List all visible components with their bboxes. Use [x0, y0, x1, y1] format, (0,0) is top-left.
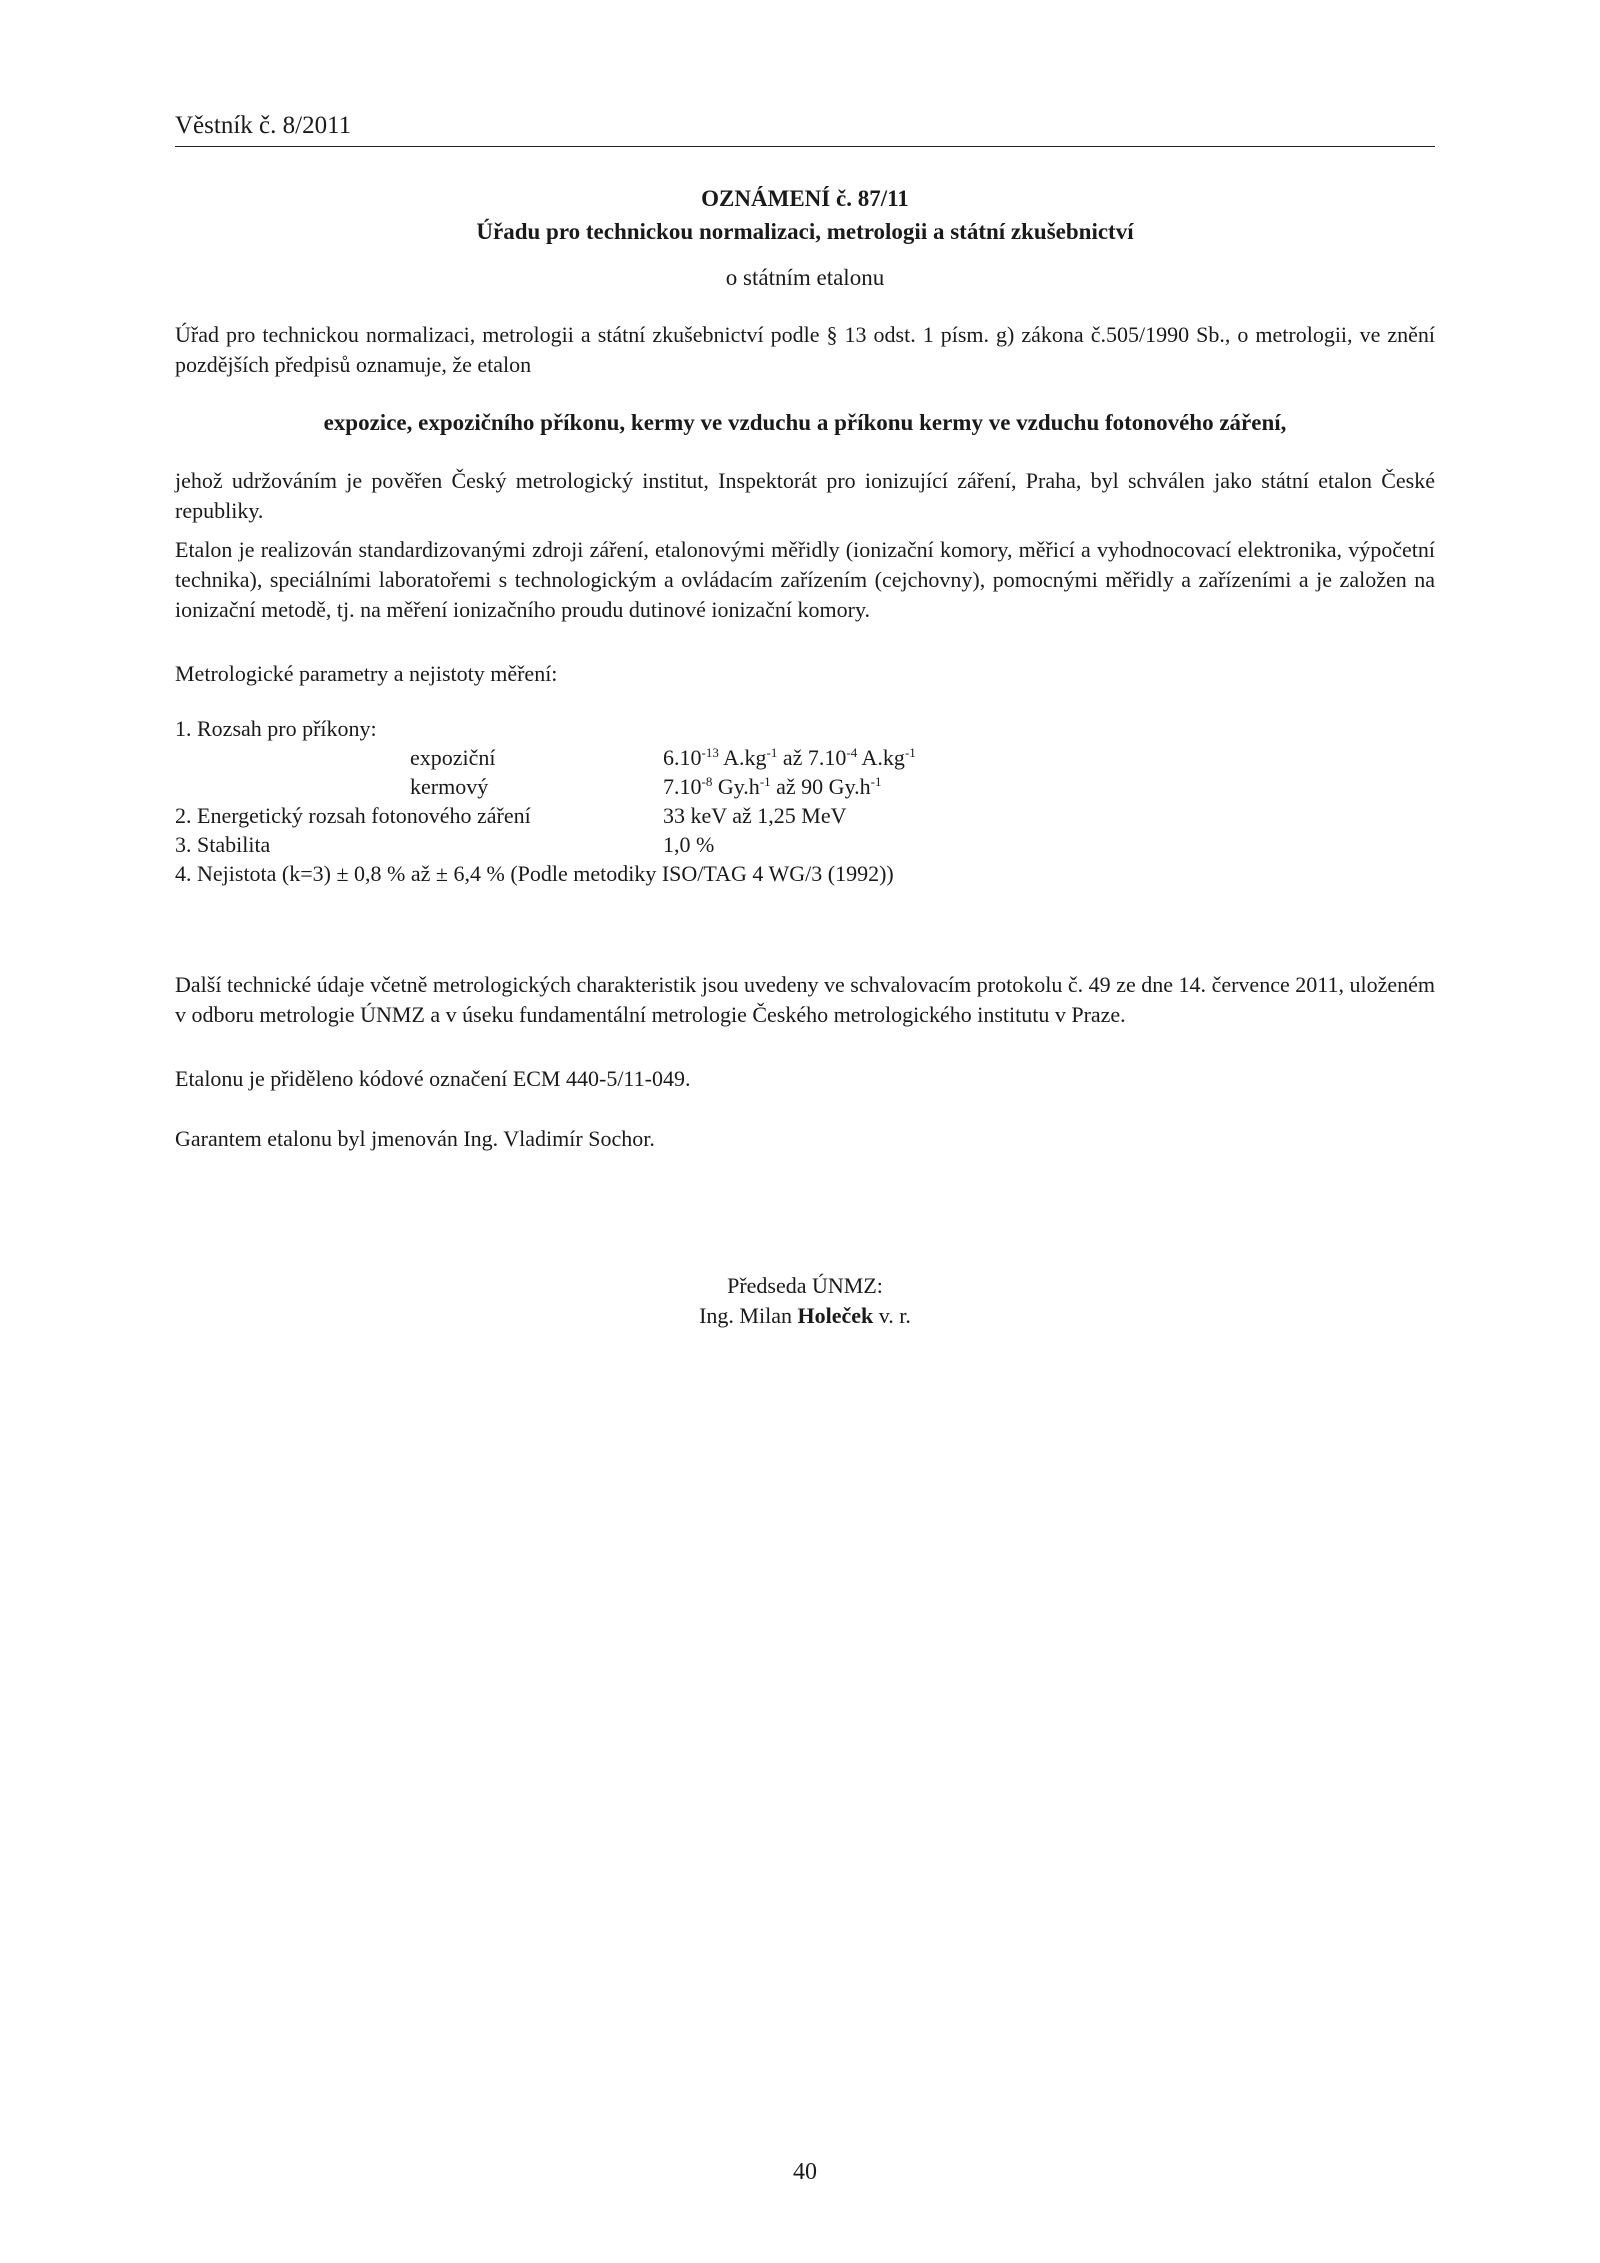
details-paragraph: Další technické údaje včetně metrologických charakteristik jsou uvedeny ve schvalovacím protokolu č. 49 ze dne 14. července 2011, uloženém v odboru metrologie ÚNMZ a v úseku fundamentální metrologie Českého metrologického institutu v Praze. — [175, 972, 1435, 1027]
exposure-label: expoziční — [410, 745, 496, 770]
kerma-label: kermový — [410, 774, 489, 799]
exposure-value: $6.10^{-13}$ $A.kg^{-1}$ až $7.10^{-4}$ $A.kg^{-1}$ — [663, 745, 916, 770]
notice-topic: o státním etalonu — [725, 265, 885, 290]
etalon-name: expozice, expozičního příkonu, kermy ve vzduchu a příkonu kermy ve vzduchu fotonového záření, — [323, 410, 1287, 435]
bulletin-header: Věstník č. 8/2011 — [175, 112, 352, 139]
energy-value: 33 keV až 1,25 MeV — [663, 803, 847, 828]
signature-role: Předseda ÚNMZ: — [727, 1273, 883, 1298]
range-label: 1. Rozsah pro příkony: — [175, 716, 377, 741]
page-number: 40 — [793, 2159, 817, 2185]
kerma-value: $7.10^{-8}$ $Gy.h^{-1}$ až 90 $Gy.h^{-1}$ — [663, 774, 882, 799]
notice-title: OZNÁMENÍ č. 87/11 — [701, 186, 909, 211]
realization-paragraph: Etalon je realizován standardizovanými zdroji záření, etalonovými měřidly (ionizační komory, měřicí a vyhodnocovací elektronika, výpočetní technika), speciálními laboratořemi s technologickým a ovládacím zařízením (cejchovny), pomocnými měřidly a zařízeními a je založen na ionizační metodě, tj. na měření ionizačního proudu dutinové ionizační komory. — [175, 537, 1435, 622]
uncertainty-line: 4. Nejistota (k=3) ± 0,8 % až ± 6,4 % (Podle metodiky ISO/TAG 4 WG/3 (1992)) — [175, 861, 894, 886]
document-page — [175, 0, 1435, 2263]
stability-label: 3. Stabilita — [175, 832, 271, 857]
approval-paragraph: jehož udržováním je pověřen Český metrologický institut, Inspektorát pro ionizující záření, Praha, byl schválen jako státní etalon České republiky. — [175, 468, 1435, 523]
guarantor-line: Garantem etalonu byl jmenován Ing. Vladimír Sochor. — [175, 1126, 655, 1151]
code-line: Etalonu je přiděleno kódové označení ECM 440-5/11-049. — [175, 1066, 691, 1091]
header-rule — [175, 146, 1435, 147]
stability-value: 1,0 % — [663, 832, 715, 857]
notice-issuer: Úřadu pro technickou normalizaci, metrologii a státní zkušebnictví — [476, 219, 1134, 244]
params-title: Metrologické parametry a nejistoty měření: — [175, 661, 558, 686]
energy-label: 2. Energetický rozsah fotonového záření — [175, 803, 531, 828]
signature-name: Ing. Milan Holeček v. r. — [699, 1303, 911, 1328]
intro-paragraph: Úřad pro technickou normalizaci, metrologii a státní zkušebnictví podle § 13 odst. 1 písm. g) zákona č.505/1990 Sb., o metrologii, ve znění pozdějších předpisů oznamuje, že etalon — [175, 322, 1435, 377]
